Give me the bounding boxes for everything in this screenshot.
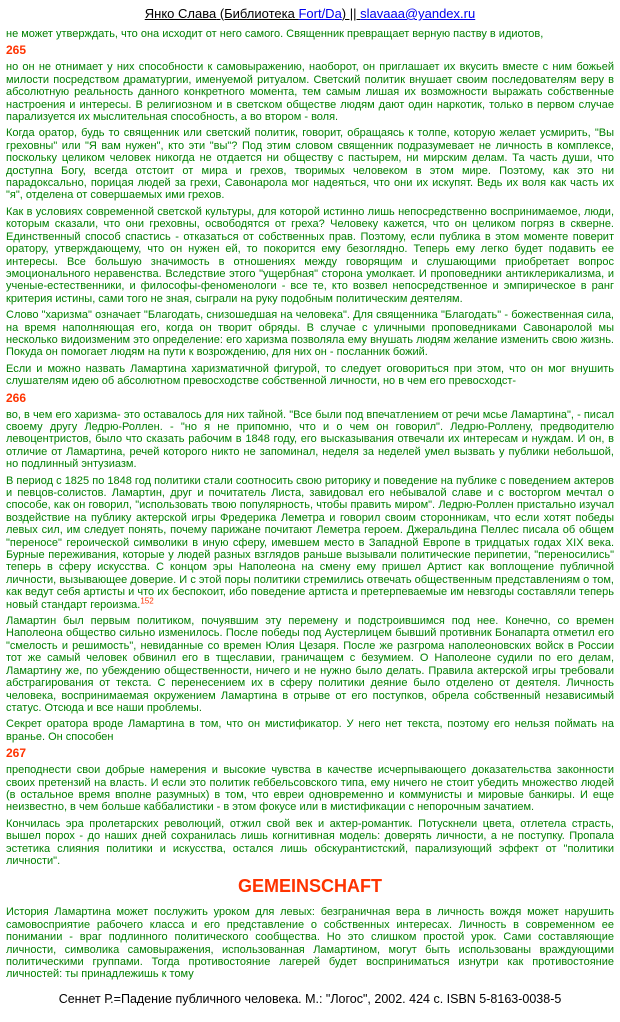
paragraph: Ламартин был первым политиком, почуявшим эту перемену и подстроившимся под нее. Конечно, со времен Наполеона общество сильно изменилось. После победы под Аустерлицем бывший противник Бонапарта отметил его "смелость и решимость", невиданные со времен Юлия Цезаря. После же разгрома наполеоновских войск в России тот же самый человек обвинил его в тщеславии, граничащем с безумием. О Наполеоне судили по его делам, Ламартину же, по убеждению общественности, ничего и не нужно было делать. Правила актерской игры требовали абстрагирования от текста. С перенесением их в сферу политики деяние было отделено от деятеля. Личность человека, воспринимаемая окружением Ламартина в отрыве от его поступков, обрела собственный независимый статус. Отсюда и все наши проблемы. — [6, 615, 614, 714]
paragraph: преподнести свои добрые намерения и высокие чувства в качестве исчерпывающего доказательства законности своих претензий на власть. И если это политик геббельсовского типа, ему ничего не стоит убедить множество людей (в остальное время вполне разумных) в том, что евреи одновременно и коммунисты и мировые банкиры. И еще неизвестно, в чем больше каббалистики - в этом фокусе или в мистификации с непорочным зачатием. — [6, 764, 614, 814]
paragraph: Секрет оратора вроде Ламартина в том, что он мистификатор. У него нет текста, поэтому его нельзя поймать на вранье. Он способен — [6, 718, 614, 743]
paragraph: Если и можно назвать Ламартина харизматичной фигурой, то следует оговориться при этом, что он мог внушить слушателям идею об абсолютном превосходстве собственной личности, но в чем его превосходст- — [6, 362, 614, 388]
paragraph: Когда оратор, будь то священник или светский политик, говорит, обращаясь к толпе, которую желает усмирить, "Вы греховны" или "Я вам нужен", кто эти "вы"? Под этим словом священник подразумевает не личность в комплексе, поскольку целиком человек никогда не отдается ни обществу с пастырем, ни мирским делам. Та часть души, что доступна Богу, всегда отстоит от мира и грехов, творимых человеком в этом мире. Поэтому, как это ни парадоксально, порицая людей за грехи, Савонарола мог надеяться, что они их искупят. Ведь их воля как часть их "я", отделена от совершаемых ими грехов. — [6, 127, 614, 202]
paragraph: во, в чем его харизма- это оставалось для них тайной. "Все были под впечатлением от речи мсье Ламартина", - писал своему другу Ледрю-Роллен. - "но я не припомню, что и о чем он говорил". Ледрю-Роллену, предводителю левоцентристов, было что сказать рабочим в 1848 году, его высказывания отвечали их интересам и нуждам. И он, в отличие от Ламартина, речей которого никто не запоминал, неделя за неделей умел вызвать у публики небольшой, но подлинный энтузиазм. — [6, 408, 614, 471]
paragraph: История Ламартина может послужить уроком для левых: безграничная вера в личность вождя может нарушить самовосприятие рабочего класса и его представление о собственных интересах. Личность в современном ее понимании - враг подлинного политического сообщества. Но это слишком простой урок. Сами составляющие личности, символика самовыражения, использованная Ламартином, могут быть использованы враждующими политическими группами. Тогда противостояние лагерей будет восприниматься изнутри как противостояние личностей: ты принадлежишь к тому — [6, 906, 614, 981]
paragraph: Как в условиях современной светской культуры, для которой истинно лишь непосредственно воспринимаемое, люди, которым сказали, что они греховны, освободятся от греха? Человеку кажется, что он целиком погряз в скверне. Единственный способ спастись - отказаться от собственных прав. Поэтому, если публика в этом моменте поверит оратору, утверждающему, что он нужен ей, то покорится ему безоглядно. Теперь ему легко будет подавить ее интересы. Все большую значимость в отношениях между говорящим и слушающими приобретает вопрос эмоционального неравенства. Вследствие этого "ущербная" сторона умолкает. И проповедники антиклерикализма, и ученые-естественники, и философы-феноменологи - все те, кто возвел непосредственное и эмпирическое в ранг критерия истины, сами того не зная, сыграли на руку подобным политическим деятелям. — [6, 205, 614, 305]
paragraph-text: В период с 1825 по 1848 год политики стали соотносить свою риторику и поведение на публике с поведением актеров и певцов-солистов. Ламартин, друг и почитатель Листа, завидовал его небывалой славе и с восторгом мечтал о способе, как он говорил, "использовать твою популярность, чтобы править миром". Ледрю-Роллен пристально изучал воздействие на публику актерской игры Фредерика Леметра и говорил своим сторонникам, что если хотят победы левых сил, им следует понять, почему парижане почитают Леметра героем. Джеральдина Пеллес писала об общем "переносе" героической символики в иную сферу, имевшем место в Западной Европе в тридцатых годах XIX века. Бурные переживания, которые у людей разных взглядов раньше вызывали политические перипетии, "переносились" теперь в сферу искусства. С концом эры Наполеона на смену ему пришел Артист как воплощение публичной личности, вызывающее доверие. И с этой поры политики стремились отвечать общественным представлениям о том, как ведут себя артисты и что их беспокоит, ибо поведение артиста и претерпеваемые им невзгоды составляли теперь новый стандарт героизма. — [6, 474, 614, 611]
footer-citation: Сеннет Р.=Падение публичного человека. М.: "Логос", 2002. 424 с. ISBN 5-8163-0038-5 — [58, 991, 562, 1006]
paragraph: но он не отнимает у них способности к самовыражению, наоборот, он приглашает их вкусить вместе с ним божьей милости посредством драматургии, именуемой ритуалом. Светский политик внушает своим последователям веру в абсолютную реальность данного конкретного момента, тем самым лишая их возможности выражать собственные настроения и интересы. В религиозном и в светском обществе людям дают один наркотик, только в первом случае парализуется их мыслительная способность, а во втором - воля. — [6, 61, 614, 124]
paragraph — [6, 475, 614, 611]
footnote-ref[interactable]: 152 — [140, 596, 154, 605]
document-body — [6, 28, 614, 981]
header-library-prefix: (Библиотека — [216, 6, 299, 21]
paragraph: Кончилась эра пролетарских революций, отжил свой век и актер-романтик. Потускнели цвета, отлетела страсть, вышел порох - до наших дней сохранилась лишь когнитивная модель: доверять личности, а не поступку. Пропала эстетика слияния политики и искусства, остался лишь обскурантистский, парализующий эффект от "политики личности". — [6, 817, 614, 867]
section-heading: GEMEINSCHAFT — [238, 876, 382, 897]
paragraph: Слово "харизма" означает "Благодать, снизошедшая на человека". Для священника "Благодать" - божественная сила, на время наполняющая его, когда он творит обряды. В случае с уличными проповедниками Савонаролой мы несколько видоизменим это определение: его харизма позволяла ему внушать людям желание изменить свою жизнь. Покуда он помогает людям на пути к возрождению, для них он - посланник божий. — [6, 309, 614, 359]
header-author: Янко Слава — [144, 6, 217, 21]
page-number: 267 — [6, 746, 27, 761]
page-number: 265 — [6, 43, 27, 58]
header-library-link[interactable]: Fort/Da — [298, 6, 342, 21]
page-header — [6, 4, 614, 28]
page-number: 266 — [6, 390, 27, 405]
header-email-link[interactable]: slavaaa@yandex.ru — [360, 6, 476, 21]
paragraph: не может утверждать, что она исходит от него самого. Священник превращает верную паству в идиотов, — [6, 28, 544, 40]
header-divider: ) || — [341, 6, 361, 21]
